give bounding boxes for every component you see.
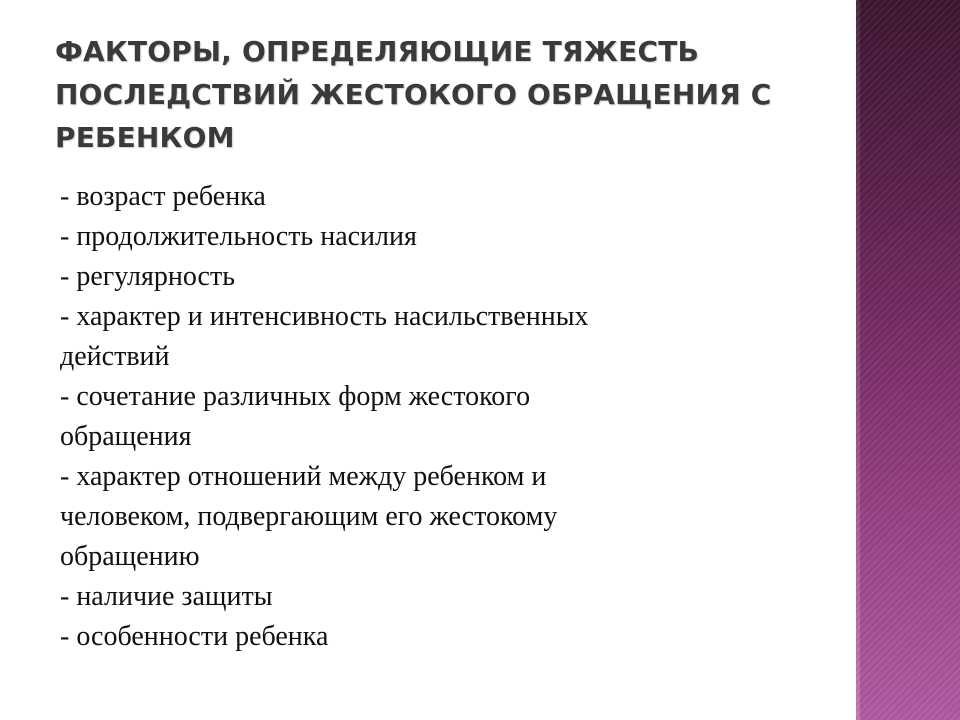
list-item: - особенности ребенка <box>60 621 329 652</box>
list-item: человеком, подвергающим его жестокому <box>60 501 558 532</box>
factor-list <box>60 177 780 657</box>
list-item: - регулярность <box>60 261 235 292</box>
list-item: - наличие защиты <box>60 581 273 612</box>
decorative-side-panel <box>856 0 960 720</box>
title-line: ФАКТОРЫ, ОПРЕДЕЛЯЮЩИЕ ТЯЖЕСТЬ <box>55 35 700 68</box>
list-item: действий <box>60 341 170 372</box>
list-item: - сочетание различных форм жестокого <box>60 381 531 412</box>
list-item: - возраст ребенка <box>60 181 266 212</box>
slide-title <box>55 30 815 159</box>
list-item: обращения <box>60 421 192 452</box>
title-line: РЕБЕНКОМ <box>55 121 235 154</box>
list-item: - характер и интенсивность насильственных <box>60 301 589 332</box>
title-line: ПОСЛЕДСТВИЙ ЖЕСТОКОГО ОБРАЩЕНИЯ С <box>55 78 772 111</box>
list-item: - характер отношений между ребенком и <box>60 461 547 492</box>
list-item: обращению <box>60 541 200 572</box>
list-item: - продолжительность насилия <box>60 221 417 252</box>
